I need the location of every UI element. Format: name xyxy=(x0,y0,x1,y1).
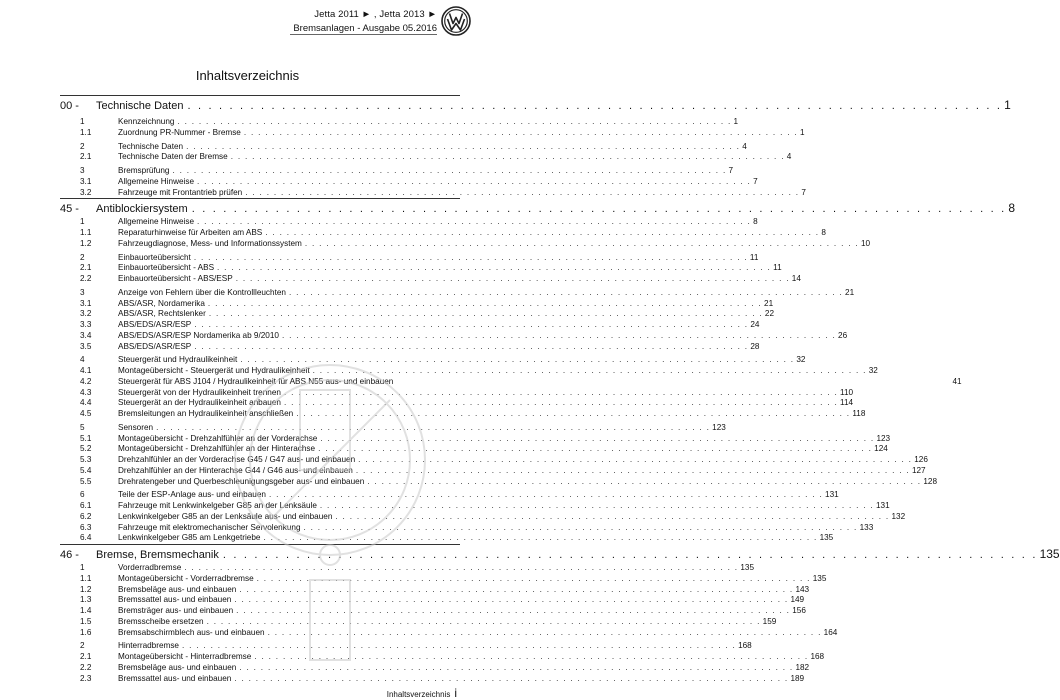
leader-dots: . . . . . . . . . . . . . . . . . . . . . . . . . . . . . . . . . . . . . . . . . . . . . . . . . . . . . . . . . . . . . . . . . . . . . . . . . . . . . . xyxy=(263,533,818,543)
leader-dots: . . . . . . . . . . . . . . . . . . . . . . . . . . . . . . . . . . . . . . . . . . . . . . . . . . . . . . . . . . . . . . . . . . . . . . . . . . . . . . xyxy=(319,501,874,510)
entry-page: 123 xyxy=(712,422,726,432)
toc-entry[interactable] xyxy=(60,263,782,274)
entry-number: 1.2 xyxy=(80,584,92,594)
entry-page: 168 xyxy=(738,641,752,651)
toc-entry[interactable] xyxy=(60,533,834,544)
footer-label: Inhaltsverzeichnis xyxy=(386,690,451,699)
entry-page: 131 xyxy=(825,490,839,500)
entry-number: 2.1 xyxy=(80,652,92,661)
entry-page: 126 xyxy=(914,455,928,464)
entry-title: Drehzahlfühler an der Vorderachse G45 / G47 aus- und einbauen xyxy=(118,455,356,464)
entry-page: 149 xyxy=(790,595,805,605)
footer-page-number: i xyxy=(454,686,457,700)
entry-title: Bremsscheibe ersetzen xyxy=(118,616,204,626)
vw-logo-icon xyxy=(441,6,471,36)
entry-page: 4 xyxy=(742,141,747,151)
toc-section xyxy=(60,198,1016,544)
entry-title: Montageübersicht - Steuergerät und Hydraulikeinheit xyxy=(118,366,310,375)
toc-entry[interactable] xyxy=(60,476,938,488)
toc-entry[interactable] xyxy=(60,606,806,617)
toc-entry[interactable] xyxy=(60,217,758,228)
toc-entry[interactable] xyxy=(60,228,826,239)
leader-dots: . . . . . . . . . . . . . . . . . . . . . . . . . . . . . . . . . . . . . . . . . . . . . . . . . . . . . . . . . . . . . . . . . . . . . . . . . . . . . . xyxy=(234,595,789,605)
entry-page: 11 xyxy=(749,252,759,262)
entry-title: Bremsbeläge aus- und einbauen xyxy=(118,662,237,672)
leader-dots: . . . . . . . . . . . . . . . . . . . . . . . . . . . . . . . . . . . . . . . . . . . . . . . . . . . . . . . . . . . . . . . . . . . . . . . . . . . . . . xyxy=(194,341,749,351)
entry-number: 3.1 xyxy=(80,298,92,308)
entry-number: 1.1 xyxy=(80,573,92,583)
entry-number: 3.5 xyxy=(80,341,92,351)
leader-dots: . . . . . . . . . . . . . . . . . . . . . . . . . . . . . . . . . . . . . . . . . . . . . . . . . . . . . . . . . . . . . . . . . . . . . . . . . . . . . . xyxy=(240,355,795,365)
entry-number: 1 xyxy=(80,563,85,572)
leader-dots: . . . . . . . . . . . . . . . . . . . . . . . . . . . . . . . . . . . . . . . . . . . . . . . . . . . . . . . . . . . . . . . . . . . . . . . . . . . . . . xyxy=(156,422,711,432)
entry-number: 1.6 xyxy=(80,627,92,637)
toc-entry[interactable] xyxy=(60,330,848,342)
toc-entry[interactable] xyxy=(60,166,734,177)
chapter-number: 45 - xyxy=(60,203,79,216)
entry-page: 32 xyxy=(868,366,878,375)
entry-number: 5.3 xyxy=(80,455,92,464)
entry-page: 164 xyxy=(823,627,838,637)
leader-dots: . . . . . . . . . . . . . . . . . . . . . . . . . . . . . . . . . . . . . . . . . . . . . . . . . . . . . . . . . . . . . . . . . . . . . . . . . . . . . . xyxy=(208,309,763,319)
toc-entry[interactable] xyxy=(60,662,810,674)
entry-title: ABS/EDS/ASR/ESP xyxy=(118,320,192,329)
leader-dots: . . . . . . . . . . . . . . . . . . . . . . . . . . . . . . . . . . . . . . . . . . . . . . . . . . . . . . . . . . . . . . . . . . . . . . . . . . . . . . xyxy=(367,476,922,486)
leader-dots: . . . . . . . . . . . . . . . . . . . . . . . . . . . . . . . . . . . . . . . . . . . . . . . . . . . . . . . . . . . . . . . . . . . . . . . . . . . . . . xyxy=(318,444,873,454)
leader-dots: . . . . . . . . . . . . . . . . . . . . . . . . . . . . . . . . . . . . . . . . . . . . . . . . . . . . . . . . . . . . . . . . . . . . . . . . . . . . . . xyxy=(335,511,890,521)
entry-page: 182 xyxy=(795,662,810,672)
entry-title: Montageübersicht - Vorderradbremse xyxy=(118,573,254,583)
entry-page: 110 xyxy=(840,387,854,397)
entry-title: Einbauorteübersicht xyxy=(118,252,191,262)
entry-number: 1 xyxy=(80,217,85,227)
entry-title: Fahrzeugdiagnose, Mess- und Informationssystem xyxy=(118,238,302,248)
leader-dots: . . . . . . . . . . . . . . . . . . . . . . . . . . . . . . . . . . . . . . . . . . . . . . . . . . . . . . . . . . . . . . . . . . . . . . . . . . . . . . xyxy=(283,398,839,408)
leader-dots: . . . . . . . . . . . . . . . . . . . . . . . . . . . . . . . . . . . . . . . . . . . . . . . . . . . . . . . . . . . . . . . . . . . . . . . . . . . . . . xyxy=(172,166,727,175)
entry-title: Bremsprüfung xyxy=(118,166,170,175)
entry-title: Drehratengeber und Querbeschleunigungsgeber aus- und einbauen xyxy=(118,476,365,486)
entry-number: 1 xyxy=(80,117,85,126)
leader-dots: . . . . . . . . . . . . . . . . . . . . . . . . . . . . . . . . . . . . . . . . . . . . . . . . . . . . . . . . . . . . . . . . . . . . . . . . . . . . . . xyxy=(184,563,739,572)
entry-page: 159 xyxy=(762,616,777,626)
toc-entry[interactable] xyxy=(60,117,739,128)
entry-page: 4 xyxy=(786,152,792,162)
entry-page: 28 xyxy=(750,341,760,351)
entry-number: 4.3 xyxy=(80,387,92,397)
leader-dots: . . . . . . . . . . . . . . . . . . . . . . . . . . . . . . . . . . . . . . . . . . . . . . . . . . . . . . . . . . . . . . . . . . . . . . . . . . . . . . xyxy=(296,409,851,418)
entry-page: 114 xyxy=(840,398,854,408)
entry-number: 1.4 xyxy=(80,606,92,615)
toc-entry[interactable] xyxy=(60,252,759,264)
entry-number: 3.4 xyxy=(80,330,92,340)
entry-title: Bremssattel aus- und einbauen xyxy=(118,595,232,605)
toc-entry[interactable] xyxy=(60,176,758,188)
entry-title: Steuergerät von der Hydraulikeinheit trennen xyxy=(118,387,281,397)
entry-title: Einbauorteübersicht - ABS/ESP xyxy=(118,274,233,283)
entry-page: 32 xyxy=(796,355,806,365)
toc-entry[interactable] xyxy=(60,320,760,331)
leader-dots: . . . . . . . . . . . . . . . . . . . . . . . . . . . . . . . . . . . . . . . . . . . . . . . . . . . . . . . . . . . . . . . . . . . . . . . . . . . . . . xyxy=(303,522,858,532)
entry-number: 3 xyxy=(80,166,85,175)
entry-page: 156 xyxy=(792,606,806,615)
leader-dots: . . . . . . . . . . . . . . . . . . . . . . . . . . . . . . . . . . . . . . . . . . . . . . . . . . . . . . . . . . . . . . . . . . . . . . . . . . . . . . xyxy=(217,263,772,273)
entry-title: Anzeige von Fehlern über die Kontrollleuchten xyxy=(118,287,286,297)
toc-entry[interactable] xyxy=(60,376,962,388)
entry-page: 7 xyxy=(801,187,806,197)
entry-number: 3.3 xyxy=(80,320,92,329)
toc-entry[interactable] xyxy=(60,127,805,139)
entry-number: 6 xyxy=(80,490,85,500)
entry-number: 4 xyxy=(80,355,85,365)
entry-page: 124 xyxy=(874,444,888,454)
leader-dots: . . . . . . . . . . . . . . . . . . . . . . . . . . . . . . . . . . . . . . . . . . . . . . . . . . . . . . . . . . . . . . . . . . . . . . . . . . . . . . xyxy=(267,627,822,637)
entry-page: 1 xyxy=(733,117,739,126)
entry-page: 168 xyxy=(810,652,825,661)
leader-dots: . . . . . . . . . . . . . . . . . . . . . . . . . . . . . . . . . . . . . . . . . . . . . . . . . . . . . . . . . . . . . . . . . . . . . . . . . . . . . . xyxy=(194,320,749,329)
page-footer xyxy=(387,686,457,700)
entry-title: Montageübersicht - Hinterradbremse xyxy=(118,652,252,661)
leader-dots: . . . . . . . . . . . . . . . . . . . . . . . . . . . . . . . . . . . . . . . . . . . . . . . . . . . . . . . . . . . . . . . . . . . . . . . . . . . . . . xyxy=(206,616,761,626)
toc-entry[interactable] xyxy=(60,152,792,163)
leader-dots: . . . . . . . . . . . . . . . . . . . . . . . . . . . . . . . . . . . . . . . . . . . . . . . . . . . . . . . . . . . . . . . . . . . . . . . . . . . . . . xyxy=(186,141,741,151)
entry-page: 118 xyxy=(852,409,866,418)
toc-entry[interactable] xyxy=(60,341,760,353)
leader-dots: . . . . . . . . . . . . . . . . . . . . . . . . . . . . . . . . . . . . . . . . . . . . . . . . . . . . . . . . . . . . . . . . . . . . . . . . . . . . . . xyxy=(281,330,837,340)
entry-title: Lenkwinkelgeber G85 am Lenkgetriebe xyxy=(118,533,261,543)
leader-dots: . . . . . . . . . . . . . . . . . . . . . . . . . . . . . . . . . . . . . . . . . . . . . . . . . . . . . . . . . . . . . . . . . . . . . . . . . . . . . . xyxy=(235,274,790,283)
entry-number: 2.1 xyxy=(80,263,92,273)
toc-entry[interactable] xyxy=(60,444,888,455)
entry-number: 5.1 xyxy=(80,433,92,443)
entry-page: 41 xyxy=(952,376,962,386)
entry-number: 2 xyxy=(80,641,85,651)
entry-title: Technische Daten der Bremse xyxy=(118,152,228,162)
toc-entry[interactable] xyxy=(60,238,871,250)
leader-dots: . . . . . . . . . . . . . . . . . . . . . . . . . . . . . . . . . . . . . . . . . . . . . . . . . . . . . . . . . . . . . . . . . . . . . . . . . . . . . . xyxy=(197,217,752,227)
toc-entry[interactable] xyxy=(60,366,878,377)
leader-dots: . . . . . . . . . . . . . . . . . . . . . . . . . . . . . . . . . . . . . . . . . . . . . . . . . . . . . . . . . . . . . . . . . . . . . . . . . . . . . . xyxy=(355,465,910,475)
toc-entry[interactable] xyxy=(60,465,926,477)
entry-number: 3 xyxy=(80,287,85,297)
entry-number: 4.5 xyxy=(80,409,92,418)
toc-entry[interactable] xyxy=(60,455,928,466)
entry-number: 5.2 xyxy=(80,444,92,454)
toc-entry[interactable] xyxy=(60,409,866,420)
chapter-page: 135 xyxy=(1039,547,1060,561)
toc-entry[interactable] xyxy=(60,490,839,501)
entry-title: Fahrzeuge mit elektromechanischer Servolenkung xyxy=(118,522,301,532)
chapter-title: Bremse, Bremsmechanik xyxy=(96,549,219,561)
toc-section xyxy=(60,544,1060,684)
chapter-number: 46 - xyxy=(60,549,79,561)
entry-page: 8 xyxy=(821,228,826,237)
entry-number: 2.2 xyxy=(80,662,92,672)
entry-title: Lenkwinkelgeber G85 an der Lenksäule aus- und einbauen xyxy=(118,511,333,521)
leader-dots: . . . . . . . . . . . . . . . . . . . . . . . . . . . . . . . . . . . . . . . . . . . . . . . . . . . . . . . . . . . . . . . . . . . . . . . . . . . . . . xyxy=(193,252,748,262)
toc-entry[interactable] xyxy=(60,187,806,199)
entry-number: 2 xyxy=(80,252,85,262)
leader-dots: . . . . . . . . . . . . . . . . . . . . . . . . . . . . . . . . . . . . . . . . . . . . . . . . . . . . . . . . . . . . . . . . . . . . . . . . . . . . . . xyxy=(320,433,875,443)
header-model-line: Jetta 2011 ► , Jetta 2013 ► xyxy=(314,9,437,20)
toc-entry[interactable] xyxy=(60,355,806,366)
entry-title: Fahrzeuge mit Frontantrieb prüfen xyxy=(118,187,243,197)
entry-number: 5.4 xyxy=(80,465,92,475)
toc-entry[interactable] xyxy=(60,298,774,310)
entry-title: Drehzahlfühler an der Hinterachse G44 / G46 aus- und einbauen xyxy=(118,465,353,475)
toc-entry[interactable] xyxy=(60,584,810,596)
leader-dots: . . . . . . . . . . . . . . . . . . . . . . . . . . . . . . . . . . . . . . . . . . . . . . . . . . . . . . . . . . . . . . . . . . . . . . . . . . . . . . xyxy=(230,152,785,162)
toc-entry[interactable] xyxy=(60,387,854,399)
leader-dots: . . . . . . . . . . . . . . . . . . . . . . . . . . . . . . . . . . . . . . . . . . . . . . . . . . . . . . . . . . . . . . . . . . . . . . . . . . . . . . xyxy=(236,606,791,615)
leader-dots: . . . . . . . . . . . . . . . . . . . . . . . . . . . . . . . . . . . . . . . . . . . . . . . . . . . . . . . . . . . . . . . . . . . . . . . . . . . . . . xyxy=(191,203,1007,216)
entry-page: 131 xyxy=(876,501,890,510)
entry-title: Hinterradbremse xyxy=(118,641,179,651)
entry-number: 1.3 xyxy=(80,595,92,605)
entry-number: 3.2 xyxy=(80,187,92,197)
leader-dots: . . . . . . . . . . . . . . . . . . . . . . . . . . . . . . . . . . . . . . . . . . . . . . . . . . . . . . . . . . . . . . . . . . . . . . . . . . . . . . xyxy=(181,641,737,651)
entry-page: 128 xyxy=(923,476,938,486)
entry-number: 2.2 xyxy=(80,274,92,283)
chapter-title: Antiblockiersystem xyxy=(96,203,188,216)
toc-entry[interactable] xyxy=(60,522,874,534)
entry-page: 123 xyxy=(876,433,891,443)
entry-page: 24 xyxy=(750,320,760,329)
leader-dots: . . . . . . . . . . . . . . . . . . . . . . . . . . . . . . . . . . . . . . . . . . . . . . . . . . . . . . . . . . . . . . . . . . . . . . . . . . . . . . xyxy=(288,287,844,297)
toc-chapter-heading[interactable] xyxy=(60,96,1011,114)
leader-dots: . . . . . . . . . . . . . . . . . . . . . . . . . . . . . . . . . . . . . . . . . . . . . . . . . . . . . . . . . . . . . . . . . . . . . . . . . . . . . . xyxy=(283,387,839,397)
toc-entry[interactable] xyxy=(60,627,838,639)
entry-number: 2.3 xyxy=(80,673,92,683)
leader-dots: . . . . . . . . . . . . . . . . . . . . . . . . . . . . . . . . . . . . . . . . . . . . . . . . . . . . . . . . . . . . . . . . . . . . . . . . . . . . . . xyxy=(304,238,859,248)
page-header xyxy=(0,0,495,36)
leader-dots: . . . . . . . . . . . . . . . . . . . . . . . . . . . . . . . . . . . . . . . . . . . . . . . . . . . . . . . . . . . . . . . . . . . . . . . . . . . . . . xyxy=(268,490,824,500)
document-title: Inhaltsverzeichnis xyxy=(195,68,300,83)
header-edition-line: Bremsanlagen - Ausgabe 05.2016 xyxy=(293,23,437,34)
entry-title: Technische Daten xyxy=(118,141,184,151)
entry-page: 127 xyxy=(911,465,926,475)
entry-title: Montageübersicht - Drehzahlfühler an der Vorderachse xyxy=(118,433,318,443)
chapter-page: 8 xyxy=(1008,201,1016,216)
leader-dots: . . . . . . . . . . . . . . . . . . . . . . . . . . . . . . . . . . . . . . . . . . . . . . . . . . . . . . . . . . . . . . . . . . . . . . . . . . . . . . xyxy=(177,117,732,126)
toc-entry[interactable] xyxy=(60,595,805,606)
entry-page: 11 xyxy=(773,263,782,273)
chapter-number: 00 - xyxy=(60,100,79,112)
entry-number: 1.1 xyxy=(80,228,92,237)
entry-title: ABS/EDS/ASR/ESP xyxy=(118,341,192,351)
entry-number: 2.1 xyxy=(80,152,92,162)
leader-dots: . . . . . . . . . . . . . . . . . . . . . . . . . . . . . . . . . . . . . . . . . . . . . . . . . . . . . . . . . . . . . . . . . . . . . . . . . . . . . . xyxy=(239,662,794,672)
leader-dots: . . . . . . . . . . . . . . . . . . . . . . . . . . . . . . . . . . . . . . . . . . . . . . . . . . . . . . . . . . . . . . . . . . . . . . . . . . . . . . xyxy=(265,228,820,237)
entry-title: Bremssattel aus- und einbauen xyxy=(118,673,232,683)
chapter-title: Technische Daten xyxy=(96,100,184,112)
leader-dots: . . . . . . . . . . . . . . . . . . . . . . . . . . . . . . . . . . . . . . . . . . . . . . . . . . . . . . . . . . . . . . . . . . . . . . . . . . . . . . xyxy=(312,366,867,375)
entry-title: Bremsbeläge aus- und einbauen xyxy=(118,584,237,594)
entry-title: Einbauorteübersicht - ABS xyxy=(118,263,215,273)
leader-dots: . . . . . . . . . . . . . . . . . . . . . . . . . . . . . . . . . . . . . . . . . . . . . . . . . . . . . . . . . . . . . . . . . . . . . . . . . . . . . . xyxy=(239,584,794,594)
entry-title: Bremsleitungen an Hydraulikeinheit anschließen xyxy=(118,409,294,418)
entry-page: 143 xyxy=(795,584,810,594)
leader-dots: . . . . . . . . . . . . . . . . . . . . . . . . . . . . . . . . . . . . . . . . . . . . . . . . . . . . . . . . . . . . . . . . . . . . . . . . . . . . . . xyxy=(243,127,798,137)
entry-title: Steuergerät und Hydraulikeinheit xyxy=(118,355,238,365)
entry-title: Bremsträger aus- und einbauen xyxy=(118,606,234,615)
entry-title: Kennzeichnung xyxy=(118,117,175,126)
entry-number: 1.5 xyxy=(80,616,92,626)
entry-title: ABS/ASR, Nordamerika xyxy=(118,298,205,308)
leader-dots: . . . . . . . . . . . . . . . . . . . . . . . . . . . . . . . . . . . . . . . . . . . . . . . . . . . . . . . . . . . . . . . . . . . . . . . . . . . . . . xyxy=(256,573,811,583)
entry-number: 1.1 xyxy=(80,127,92,137)
entry-title: Vorderradbremse xyxy=(118,563,182,572)
toc-entry[interactable] xyxy=(60,422,726,434)
entry-page: 135 xyxy=(812,573,827,583)
entry-number: 1.2 xyxy=(80,238,92,248)
entry-title: Zuordnung PR-Nummer - Bremse xyxy=(118,127,241,137)
leader-dots: . . . . . . . . . . . . . . . . . . . . . . . . . . . . . . . . . . . . . . . . . . . . . . . . . . . . . . . . . . . . . . . . . . . . . . . . . . . . . . xyxy=(234,673,789,683)
entry-number: 5 xyxy=(80,422,85,432)
chapter-page: 1 xyxy=(1004,98,1011,112)
entry-title: ABS/ASR, Rechtslenker xyxy=(118,309,206,319)
entry-page: 21 xyxy=(764,298,774,308)
entry-page: 21 xyxy=(845,287,855,297)
leader-dots: . . . . . . . . . . . . . . . . . . . . . . . . . . . . . . . . . . . . . . . . . . . . . . . . . . . . . . . . . . . . . . . . . . . . . . . . . . . . . . xyxy=(197,176,752,186)
entry-title: ABS/EDS/ASR/ESP Nordamerika ab 9/2010 xyxy=(118,330,279,340)
toc-entry[interactable] xyxy=(60,398,854,409)
leader-dots: . . . . . . . . . . . . . . . . . . . . . . . . . . . . . . . . . . . . . . . . . . . . . . . . . . . . . . . . . . . . . . . . . . . . . . . . . . . . . . xyxy=(254,652,809,661)
entry-title: Allgemeine Hinweise xyxy=(118,176,194,186)
entry-number: 5.5 xyxy=(80,476,92,486)
entry-title: Allgemeine Hinweise xyxy=(118,217,194,227)
entry-title: Fahrzeuge mit Lenkwinkelgeber G85 an der Lenksäule xyxy=(118,501,317,510)
entry-page: 22 xyxy=(764,309,775,319)
toc-entry[interactable] xyxy=(60,573,827,585)
entry-page: 1 xyxy=(799,127,805,137)
entry-title: Bremsabschirmblech aus- und einbauen xyxy=(118,627,265,637)
entry-page: 7 xyxy=(728,166,734,175)
toc-entry[interactable] xyxy=(60,641,752,652)
toc-entry[interactable] xyxy=(60,309,775,320)
entry-page: 135 xyxy=(819,533,834,543)
entry-page: 26 xyxy=(838,330,848,340)
entry-title: Reparaturhinweise für Arbeiten am ABS xyxy=(118,228,263,237)
entry-number: 4.4 xyxy=(80,398,92,408)
toc-entry[interactable] xyxy=(60,511,906,523)
entry-number: 3.2 xyxy=(80,309,92,319)
entry-number: 4.1 xyxy=(80,366,92,375)
header-rule xyxy=(290,34,437,35)
entry-page: 7 xyxy=(753,176,758,186)
entry-page: 8 xyxy=(753,217,758,227)
entry-number: 6.2 xyxy=(80,511,92,521)
toc-entry[interactable] xyxy=(60,141,747,153)
entry-number: 6.3 xyxy=(80,522,92,532)
entry-page: 133 xyxy=(859,522,874,532)
toc-entry[interactable] xyxy=(60,274,801,285)
entry-page: 189 xyxy=(790,673,805,683)
leader-dots: . . . . . . . . . . . . . . . . . . . . . . . . . . . . . . . . . . . . . . . . . . . . . . . . . . . . . . . . . . . . . . . . . . . . . . . . . . . . . . xyxy=(187,100,1003,112)
entry-number: 6.1 xyxy=(80,501,92,510)
entry-number: 3.1 xyxy=(80,176,92,186)
entry-page: 135 xyxy=(740,563,755,572)
leader-dots: . . . . . . . . . . . . . . . . . . . . . . . . . . . . . . . . . . . . . . . . . . . . . . . . . . . . . . . . . . . . . . . . . . . . . . . . . . . . . . xyxy=(358,455,913,464)
toc-entry[interactable] xyxy=(60,652,825,663)
toc-chapter-heading[interactable] xyxy=(60,545,1060,563)
entry-title: Teile der ESP-Anlage aus- und einbauen xyxy=(118,490,266,500)
entry-page: 14 xyxy=(791,274,801,283)
toc-entry[interactable] xyxy=(60,616,777,628)
toc-entry[interactable] xyxy=(60,433,891,445)
entry-page: 10 xyxy=(860,238,871,248)
table-of-contents xyxy=(60,95,1060,684)
entry-number: 2 xyxy=(80,141,85,151)
toc-entry[interactable] xyxy=(60,673,805,685)
toc-entry[interactable] xyxy=(60,563,755,574)
toc-chapter-heading[interactable] xyxy=(60,199,1016,217)
leader-dots: . . . . . . . . . . . . . . . . . . . . . . . . . . . . . . . . . . . . . . . . . . . . . . . . . . . . . . . . . . . . . . . . . . . . . . . . . . . . . . xyxy=(207,298,763,308)
entry-number: 6.4 xyxy=(80,533,92,543)
entry-number: 4.2 xyxy=(80,376,92,386)
toc-entry[interactable] xyxy=(60,501,890,512)
toc-entry[interactable] xyxy=(60,287,855,299)
leader-dots: . . . . . . . . . . . . . . . . . . . . . . . . . . . . . . . . . . . . . . . . . . . . . . . . . . . . . . . . . . . . . . . . . . . . . . . . . . . . . . xyxy=(245,187,800,197)
entry-title: Sensoren xyxy=(118,422,154,432)
entry-title: Steuergerät für ABS J104 / Hydraulikeinheit für ABS N55 aus- und einbauen xyxy=(118,376,394,386)
entry-title: Montageübersicht - Drehzahlfühler an der Hinterachse xyxy=(118,444,316,454)
leader-dots: . . . . . . . . . . . . . . . . . . . . . . . . . . . . . . . . . . . . . . . . . . . . . . . . . . . . . . . . . . . . . . . . . . . . . . . . . . . . . . xyxy=(222,549,1038,561)
entry-title: Steuergerät an der Hydraulikeinheit anbauen xyxy=(118,398,281,408)
entry-page: 132 xyxy=(891,511,906,521)
toc-section xyxy=(60,95,1011,198)
